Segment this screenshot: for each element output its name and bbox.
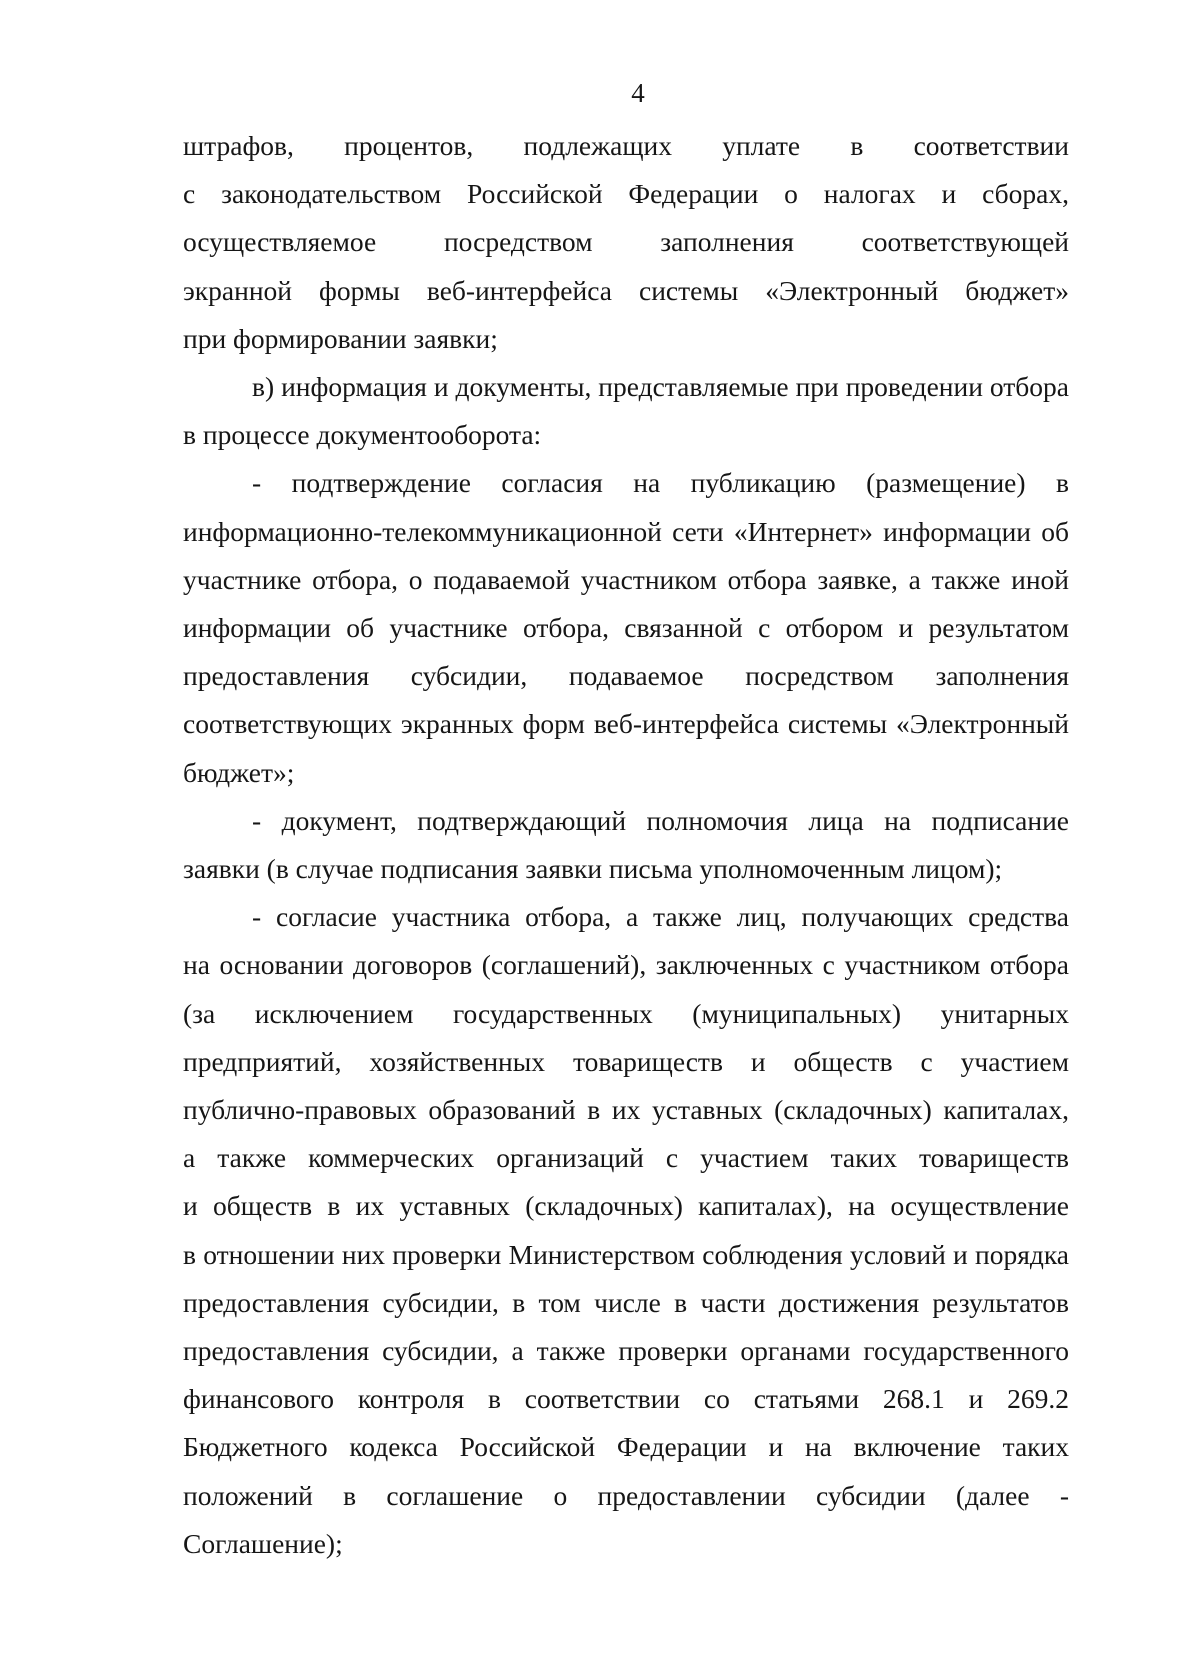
- text-line: бюджет»;: [183, 756, 295, 788]
- text-line: предоставления субсидии, а также проверки органами государственного: [183, 1335, 1069, 1367]
- text-line: при формировании заявки;: [183, 322, 498, 354]
- text-line: участнике отбора, о подаваемой участником отбора заявке, а также иной: [183, 563, 1069, 595]
- paragraph-publication-consent: [183, 459, 1069, 796]
- text-line: информации об участнике отбора, связанной с отбором и результатом: [183, 612, 1069, 644]
- text-line: соответствующих экранных форм веб-интерфейса системы «Электронный: [183, 708, 1069, 740]
- text-line: - документ, подтверждающий полномочия лица на подписание: [252, 804, 1069, 836]
- text-line: осуществляемое посредством заполнения соответствующей: [183, 226, 1069, 258]
- paragraph-authority-document: [183, 797, 1069, 893]
- text-line: Соглашение);: [183, 1527, 343, 1559]
- text-line: в отношении них проверки Министерством соблюдения условий и порядка: [183, 1238, 1069, 1270]
- text-line: а также коммерческих организаций с участием таких товариществ: [183, 1142, 1069, 1174]
- text-line: положений в соглашение о предоставлении субсидии (далее -: [183, 1479, 1069, 1511]
- text-line: и обществ в их уставных (складочных) капиталах), на осуществление: [183, 1190, 1069, 1222]
- paragraph-continuation: [183, 122, 1069, 363]
- text-line: с законодательством Российской Федерации о налогах и сборах,: [183, 178, 1069, 210]
- paragraph-inspection-consent: [183, 893, 1069, 1568]
- text-line: - согласие участника отбора, а также лиц, получающих средства: [252, 901, 1069, 933]
- page-number: 4: [631, 78, 645, 108]
- text-line: Бюджетного кодекса Российской Федерации и на включение таких: [183, 1431, 1069, 1463]
- text-line: штрафов, процентов, подлежащих уплате в соответствии: [183, 130, 1069, 161]
- text-line: - подтверждение согласия на публикацию (размещение) в: [252, 467, 1069, 499]
- text-line: публично-правовых образований в их уставных (складочных) капиталах,: [183, 1094, 1069, 1126]
- paragraph-item-v: [183, 363, 1069, 459]
- text-line: предоставления субсидии, в том числе в части достижения результатов: [183, 1286, 1069, 1318]
- text-line: заявки (в случае подписания заявки письма уполномоченным лицом);: [183, 853, 1003, 885]
- text-line: (за исключением государственных (муниципальных) унитарных: [183, 997, 1069, 1029]
- text-line: финансового контроля в соответствии со статьями 268.1 и 269.2: [183, 1383, 1069, 1415]
- text-line: в) информация и документы, представляемые при проведении отбора: [252, 371, 1069, 403]
- text-line: предоставления субсидии, подаваемое посредством заполнения: [183, 660, 1069, 692]
- text-line: в процессе документооборота:: [183, 419, 542, 451]
- text-line: на основании договоров (соглашений), заключенных с участником отбора: [183, 949, 1069, 981]
- document-body: [183, 122, 1069, 1568]
- text-line: предприятий, хозяйственных товариществ и обществ с участием: [183, 1045, 1069, 1077]
- text-line: экранной формы веб-интерфейса системы «Электронный бюджет»: [183, 274, 1069, 306]
- text-line: информационно-телекоммуникационной сети «Интернет» информации об: [183, 515, 1069, 547]
